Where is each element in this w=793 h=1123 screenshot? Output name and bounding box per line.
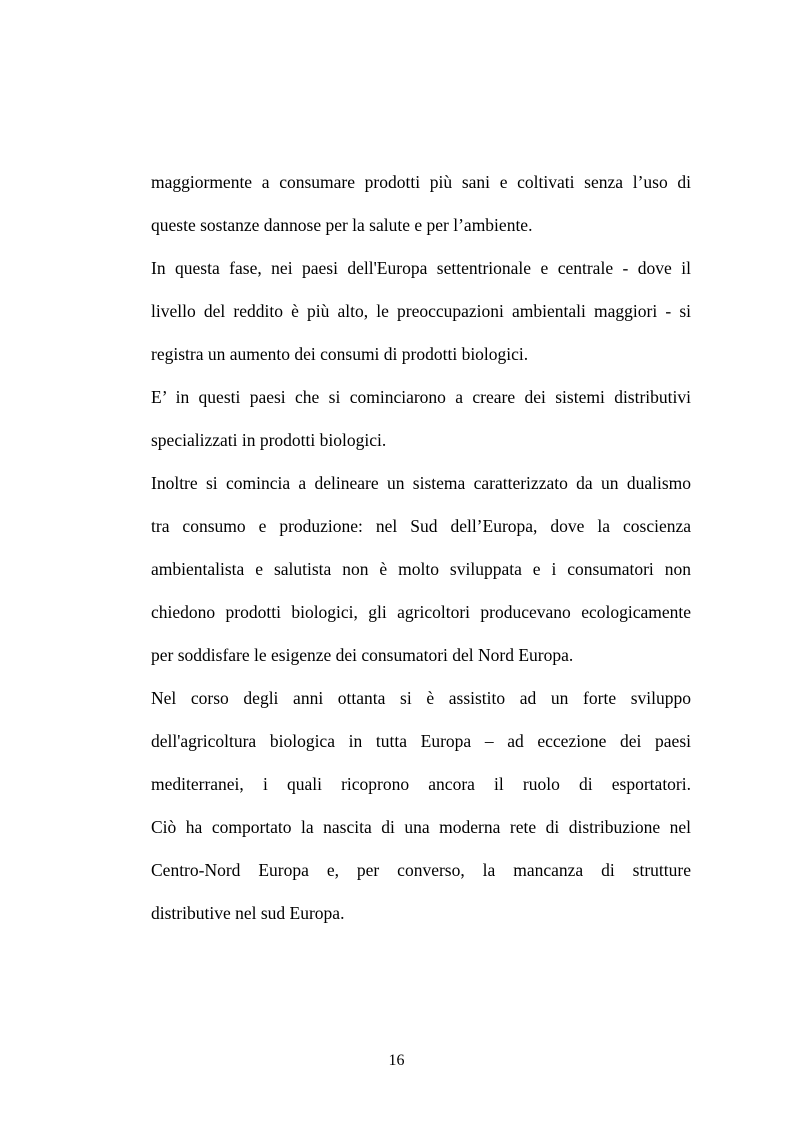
text-line: queste sostanze dannose per la salute e per l’ambiente. xyxy=(151,215,533,235)
text-line: dell'agricoltura biologica in tutta Europa – ad eccezione dei paesi xyxy=(151,731,691,751)
text-line: ambientalista e salutista non è molto sviluppata e i consumatori non xyxy=(151,559,691,579)
text-line: Ciò ha comportato la nascita di una moderna rete di distribuzione nel xyxy=(151,817,691,837)
text-line: distributive nel sud Europa. xyxy=(151,903,345,923)
text-line: Centro-Nord Europa e, per converso, la mancanza di strutture xyxy=(151,860,691,880)
text-line: In questa fase, nei paesi dell'Europa settentrionale e centrale - dove il xyxy=(151,258,691,278)
text-line: chiedono prodotti biologici, gli agricoltori producevano ecologicamente xyxy=(151,602,691,622)
text-line: maggiormente a consumare prodotti più sani e coltivati senza l’uso di xyxy=(151,172,691,192)
text-line: E’ in questi paesi che si cominciarono a creare dei sistemi distributivi xyxy=(151,387,691,407)
text-line: specializzati in prodotti biologici. xyxy=(151,430,387,450)
text-line: per soddisfare le esigenze dei consumatori del Nord Europa. xyxy=(151,645,574,665)
text-line: tra consumo e produzione: nel Sud dell’Europa, dove la coscienza xyxy=(151,516,691,536)
page-body xyxy=(151,168,691,942)
text-line: livello del reddito è più alto, le preoccupazioni ambientali maggiori - si xyxy=(151,301,691,321)
text-line: mediterranei, i quali ricoprono ancora il ruolo di esportatori. xyxy=(151,774,691,794)
text-line: Nel corso degli anni ottanta si è assistito ad un forte sviluppo xyxy=(151,688,691,708)
text-line: Inoltre si comincia a delineare un sistema caratterizzato da un dualismo xyxy=(151,473,691,493)
page-number: 16 xyxy=(388,1052,405,1069)
text-line: registra un aumento dei consumi di prodotti biologici. xyxy=(151,344,529,364)
